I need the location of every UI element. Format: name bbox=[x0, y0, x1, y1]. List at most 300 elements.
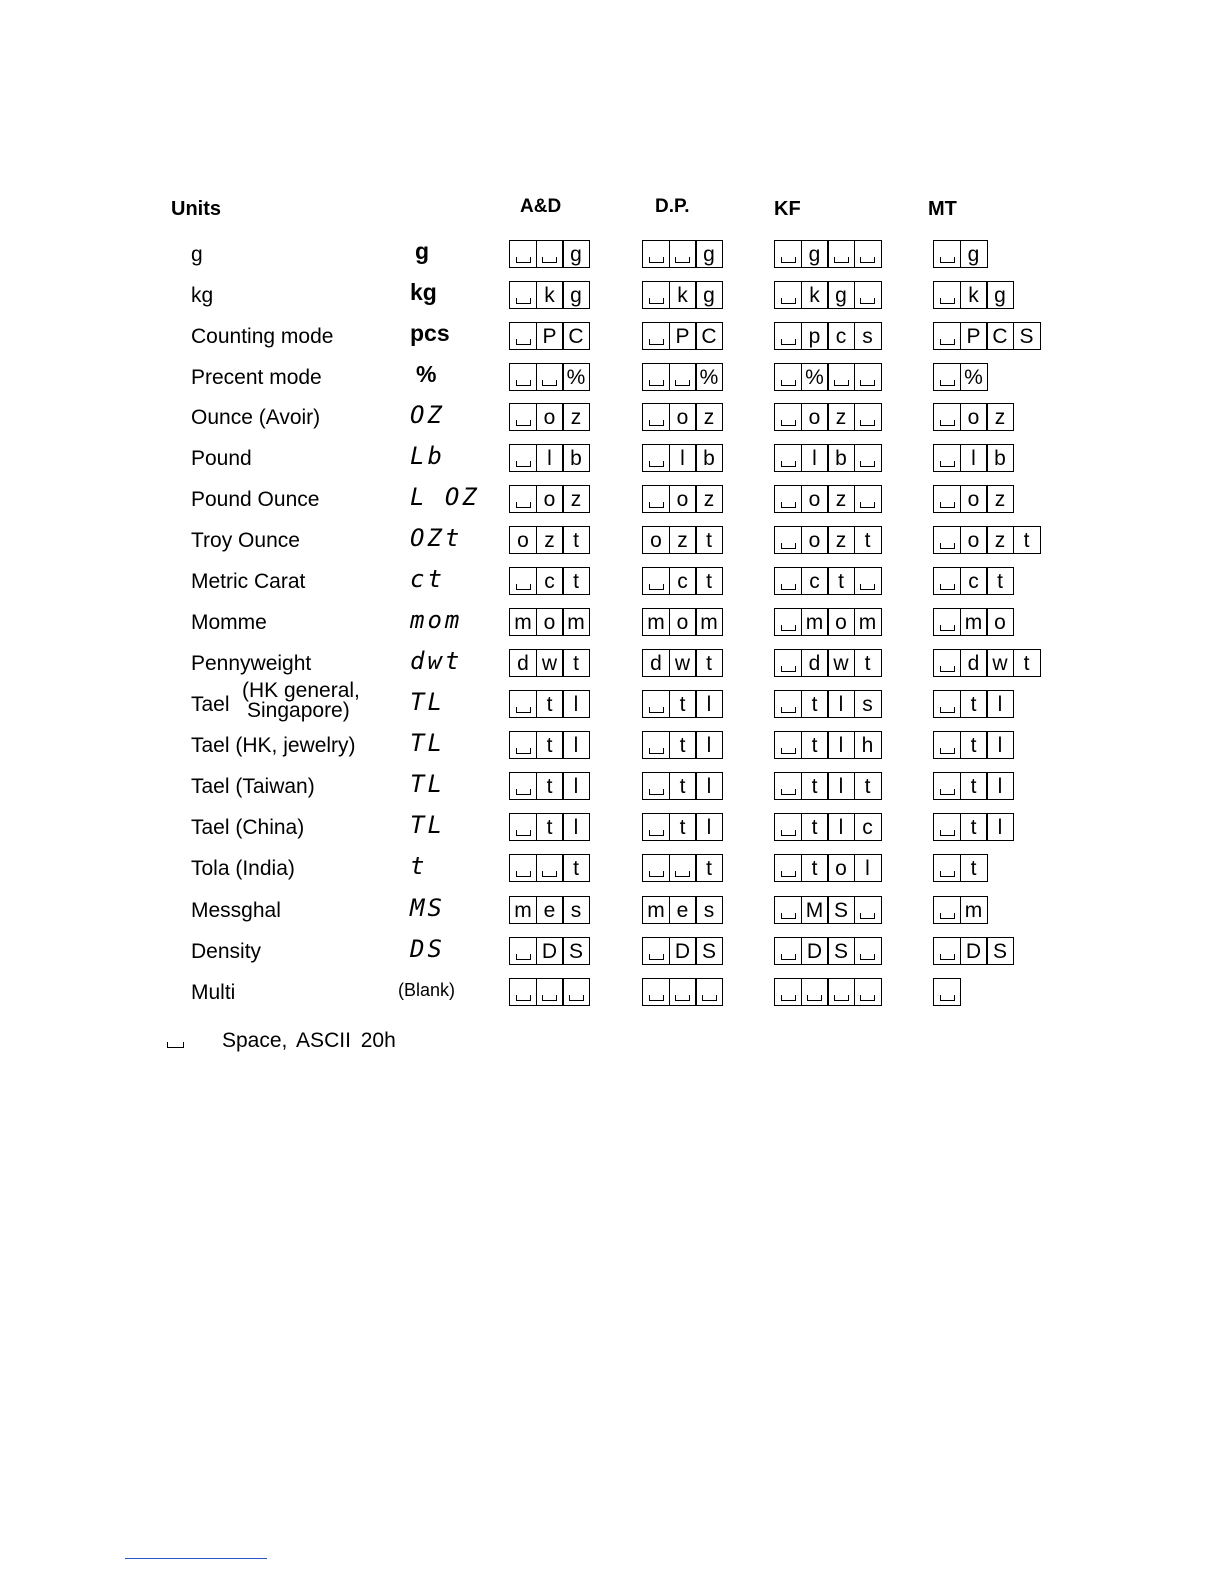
code-cell: b bbox=[695, 444, 723, 472]
code-cell: l bbox=[562, 731, 590, 759]
display-symbol: TL bbox=[410, 729, 445, 757]
display-symbol: dwt bbox=[410, 647, 463, 675]
code-group bbox=[933, 403, 1014, 431]
code-cell: s bbox=[695, 896, 723, 924]
space-cell bbox=[774, 772, 802, 800]
space-cell bbox=[854, 896, 882, 924]
space-cell bbox=[642, 854, 670, 882]
space-symbol-icon bbox=[860, 584, 875, 590]
code-cell: t bbox=[854, 649, 882, 677]
code-cell: D bbox=[669, 937, 697, 965]
space-symbol-icon bbox=[516, 461, 531, 467]
space-cell bbox=[509, 690, 537, 718]
space-cell bbox=[933, 813, 961, 841]
unit-label: Multi bbox=[191, 981, 236, 1004]
code-cell: s bbox=[854, 690, 882, 718]
space-symbol-icon bbox=[516, 707, 531, 713]
space-cell bbox=[642, 731, 670, 759]
code-group bbox=[642, 363, 723, 391]
code-cell: g bbox=[562, 281, 590, 309]
space-symbol-icon bbox=[940, 380, 955, 386]
code-cell: P bbox=[960, 322, 988, 350]
space-symbol-icon bbox=[860, 502, 875, 508]
space-symbol-icon bbox=[940, 339, 955, 345]
code-group bbox=[509, 485, 590, 513]
code-group bbox=[642, 813, 723, 841]
code-group bbox=[933, 731, 1014, 759]
space-cell bbox=[933, 281, 961, 309]
space-symbol-icon bbox=[516, 380, 531, 386]
code-group bbox=[509, 363, 590, 391]
space-symbol-icon bbox=[940, 954, 955, 960]
space-symbol-icon bbox=[940, 625, 955, 631]
code-cell: d bbox=[642, 649, 670, 677]
code-cell: % bbox=[695, 363, 723, 391]
space-cell bbox=[774, 731, 802, 759]
code-group bbox=[933, 363, 988, 391]
space-cell bbox=[774, 690, 802, 718]
code-cell: o bbox=[536, 403, 564, 431]
code-cell: % bbox=[960, 363, 988, 391]
col-header-dp: D.P. bbox=[655, 196, 690, 217]
code-cell: o bbox=[669, 403, 697, 431]
code-cell: m bbox=[642, 896, 670, 924]
space-cell bbox=[827, 978, 855, 1006]
code-group bbox=[933, 937, 1014, 965]
space-cell bbox=[933, 322, 961, 350]
space-cell bbox=[536, 854, 564, 882]
space-cell bbox=[642, 813, 670, 841]
space-cell bbox=[933, 567, 961, 595]
unit-label: kg bbox=[191, 284, 214, 307]
space-symbol-icon bbox=[781, 339, 796, 345]
space-cell bbox=[854, 978, 882, 1006]
space-symbol-icon bbox=[781, 830, 796, 836]
unit-label: Ounce (Avoir) bbox=[191, 406, 321, 429]
code-group bbox=[642, 240, 723, 268]
space-cell bbox=[509, 813, 537, 841]
code-cell: o bbox=[827, 854, 855, 882]
space-symbol-icon bbox=[516, 830, 531, 836]
display-symbol: mom bbox=[410, 606, 463, 634]
code-group bbox=[509, 403, 590, 431]
code-group bbox=[933, 772, 1014, 800]
space-symbol-icon bbox=[781, 748, 796, 754]
code-cell: t bbox=[669, 690, 697, 718]
code-cell: t bbox=[562, 526, 590, 554]
code-cell: D bbox=[536, 937, 564, 965]
code-cell: t bbox=[801, 690, 829, 718]
code-group bbox=[774, 813, 882, 841]
space-symbol-icon bbox=[569, 995, 584, 1001]
display-symbol: kg bbox=[410, 279, 437, 305]
display-symbol: MS bbox=[410, 894, 445, 922]
space-symbol-icon bbox=[781, 584, 796, 590]
space-cell bbox=[642, 772, 670, 800]
code-group bbox=[642, 608, 723, 636]
space-cell bbox=[642, 690, 670, 718]
code-group bbox=[642, 690, 723, 718]
code-cell: t bbox=[960, 854, 988, 882]
space-cell bbox=[509, 322, 537, 350]
code-cell: g bbox=[827, 281, 855, 309]
space-symbol-icon bbox=[781, 298, 796, 304]
code-cell: o bbox=[827, 608, 855, 636]
space-symbol-icon bbox=[940, 748, 955, 754]
space-cell bbox=[774, 937, 802, 965]
space-cell bbox=[933, 363, 961, 391]
code-group bbox=[933, 240, 988, 268]
code-group bbox=[642, 526, 723, 554]
code-group bbox=[509, 444, 590, 472]
code-cell: m bbox=[854, 608, 882, 636]
space-symbol-icon bbox=[940, 830, 955, 836]
code-cell: S bbox=[1013, 322, 1041, 350]
code-cell: m bbox=[562, 608, 590, 636]
code-cell: o bbox=[536, 485, 564, 513]
unit-label: Tael (China) bbox=[191, 816, 305, 839]
unit-label: Tola (India) bbox=[191, 857, 295, 880]
space-cell bbox=[509, 978, 537, 1006]
space-cell bbox=[933, 649, 961, 677]
space-cell bbox=[509, 937, 537, 965]
code-cell: z bbox=[986, 403, 1014, 431]
space-cell bbox=[774, 526, 802, 554]
space-cell bbox=[774, 485, 802, 513]
code-cell: l bbox=[960, 444, 988, 472]
code-cell: t bbox=[1013, 526, 1041, 554]
code-cell: e bbox=[536, 896, 564, 924]
space-symbol-icon bbox=[940, 298, 955, 304]
space-symbol-icon bbox=[649, 380, 664, 386]
space-cell bbox=[933, 937, 961, 965]
space-symbol-icon bbox=[542, 995, 557, 1001]
space-symbol-icon bbox=[649, 748, 664, 754]
code-group bbox=[774, 281, 882, 309]
code-group bbox=[933, 322, 1041, 350]
space-cell bbox=[642, 978, 670, 1006]
code-cell: o bbox=[801, 526, 829, 554]
code-cell: t bbox=[854, 526, 882, 554]
space-symbol-icon bbox=[649, 461, 664, 467]
space-symbol-icon bbox=[860, 461, 875, 467]
code-cell: S bbox=[827, 896, 855, 924]
space-symbol-icon bbox=[781, 257, 796, 263]
code-cell: t bbox=[960, 813, 988, 841]
space-symbol-icon bbox=[940, 707, 955, 713]
display-symbol: DS bbox=[410, 935, 445, 963]
space-symbol-icon bbox=[781, 625, 796, 631]
space-symbol-icon bbox=[860, 420, 875, 426]
display-symbol: OZ bbox=[410, 401, 445, 429]
space-cell bbox=[933, 896, 961, 924]
code-group bbox=[642, 567, 723, 595]
code-group bbox=[509, 240, 590, 268]
code-group bbox=[774, 608, 882, 636]
space-symbol-icon bbox=[516, 995, 531, 1001]
space-cell bbox=[774, 281, 802, 309]
space-symbol-icon bbox=[781, 871, 796, 877]
code-group bbox=[509, 690, 590, 718]
code-cell: t bbox=[695, 854, 723, 882]
code-cell: o bbox=[960, 526, 988, 554]
code-cell: l bbox=[695, 690, 723, 718]
space-symbol-icon bbox=[649, 830, 664, 836]
unit-label: Tael bbox=[191, 693, 230, 716]
space-cell bbox=[536, 978, 564, 1006]
space-cell bbox=[933, 444, 961, 472]
space-cell bbox=[774, 854, 802, 882]
code-cell: t bbox=[986, 567, 1014, 595]
space-symbol-icon bbox=[649, 584, 664, 590]
code-group bbox=[509, 813, 590, 841]
code-cell: D bbox=[801, 937, 829, 965]
space-cell bbox=[642, 281, 670, 309]
code-cell: t bbox=[960, 690, 988, 718]
display-symbol: TL bbox=[410, 770, 445, 798]
space-symbol-icon bbox=[940, 666, 955, 672]
space-cell bbox=[774, 896, 802, 924]
space-cell bbox=[509, 731, 537, 759]
space-symbol-icon bbox=[675, 380, 690, 386]
code-group bbox=[774, 485, 882, 513]
space-cell bbox=[774, 322, 802, 350]
space-cell bbox=[774, 649, 802, 677]
display-symbol: ct bbox=[410, 565, 445, 593]
code-cell: P bbox=[536, 322, 564, 350]
code-cell: c bbox=[669, 567, 697, 595]
unit-label: Pound bbox=[191, 447, 252, 470]
space-symbol-icon bbox=[516, 871, 531, 877]
code-cell: M bbox=[801, 896, 829, 924]
code-cell: g bbox=[695, 281, 723, 309]
unit-label: Pennyweight bbox=[191, 652, 312, 675]
code-cell: s bbox=[562, 896, 590, 924]
space-cell bbox=[774, 363, 802, 391]
space-cell bbox=[827, 363, 855, 391]
code-cell: t bbox=[536, 690, 564, 718]
code-cell: l bbox=[827, 731, 855, 759]
space-symbol-icon bbox=[781, 543, 796, 549]
space-symbol-icon bbox=[649, 339, 664, 345]
space-symbol-icon bbox=[702, 995, 717, 1001]
space-symbol-icon bbox=[940, 257, 955, 263]
code-group bbox=[509, 322, 590, 350]
space-symbol-icon bbox=[675, 871, 690, 877]
space-symbol-icon bbox=[860, 954, 875, 960]
space-symbol-icon bbox=[675, 257, 690, 263]
space-cell bbox=[774, 608, 802, 636]
code-cell: m bbox=[960, 896, 988, 924]
legend-text: Space, ASCII 20h bbox=[222, 1029, 396, 1052]
code-group bbox=[642, 322, 723, 350]
code-cell: w bbox=[669, 649, 697, 677]
code-cell: % bbox=[801, 363, 829, 391]
code-cell: z bbox=[669, 526, 697, 554]
space-symbol-icon bbox=[649, 995, 664, 1001]
space-symbol-icon bbox=[940, 871, 955, 877]
space-symbol-icon bbox=[807, 995, 822, 1001]
col-header-mt: MT bbox=[928, 198, 957, 220]
code-cell: o bbox=[669, 608, 697, 636]
code-cell: h bbox=[854, 731, 882, 759]
space-symbol-icon bbox=[834, 380, 849, 386]
space-cell bbox=[536, 363, 564, 391]
space-cell bbox=[933, 403, 961, 431]
unit-label: Metric Carat bbox=[191, 570, 306, 593]
code-cell: m bbox=[509, 608, 537, 636]
code-group bbox=[642, 896, 723, 924]
space-cell bbox=[509, 485, 537, 513]
space-symbol-icon bbox=[940, 789, 955, 795]
code-cell: l bbox=[695, 731, 723, 759]
code-cell: o bbox=[801, 403, 829, 431]
space-cell bbox=[669, 854, 697, 882]
code-group bbox=[642, 403, 723, 431]
code-cell: z bbox=[695, 485, 723, 513]
space-symbol-icon bbox=[834, 257, 849, 263]
code-group bbox=[933, 485, 1014, 513]
space-cell bbox=[933, 526, 961, 554]
space-cell bbox=[642, 567, 670, 595]
code-cell: o bbox=[536, 608, 564, 636]
code-cell: l bbox=[827, 772, 855, 800]
space-cell bbox=[669, 363, 697, 391]
code-group bbox=[933, 608, 1014, 636]
unit-label: g bbox=[191, 243, 203, 266]
code-cell: l bbox=[562, 690, 590, 718]
unit-label: Tael (HK, jewelry) bbox=[191, 734, 356, 757]
code-group bbox=[642, 281, 723, 309]
space-cell bbox=[854, 240, 882, 268]
space-cell bbox=[642, 485, 670, 513]
code-cell: m bbox=[509, 896, 537, 924]
code-cell: p bbox=[801, 322, 829, 350]
code-cell: t bbox=[562, 567, 590, 595]
code-cell: t bbox=[669, 731, 697, 759]
unit-label: Pound Ounce bbox=[191, 488, 320, 511]
display-symbol: (Blank) bbox=[398, 980, 456, 1000]
space-symbol-icon bbox=[542, 380, 557, 386]
space-cell bbox=[642, 937, 670, 965]
space-symbol-icon bbox=[940, 543, 955, 549]
code-group bbox=[774, 649, 882, 677]
space-symbol-icon bbox=[781, 707, 796, 713]
unit-label: Counting mode bbox=[191, 325, 334, 348]
code-cell: l bbox=[536, 444, 564, 472]
code-cell: t bbox=[562, 649, 590, 677]
code-group bbox=[774, 772, 882, 800]
space-symbol-icon bbox=[781, 380, 796, 386]
code-cell: m bbox=[695, 608, 723, 636]
code-cell: o bbox=[669, 485, 697, 513]
code-cell: l bbox=[562, 813, 590, 841]
space-symbol-icon bbox=[940, 420, 955, 426]
space-symbol-icon bbox=[781, 502, 796, 508]
display-symbol: g bbox=[415, 238, 430, 264]
code-group bbox=[774, 363, 882, 391]
code-cell: t bbox=[669, 813, 697, 841]
code-cell: t bbox=[827, 567, 855, 595]
code-group bbox=[642, 854, 723, 882]
code-group bbox=[642, 444, 723, 472]
code-group bbox=[509, 608, 590, 636]
space-cell bbox=[642, 363, 670, 391]
unit-label: Tael (Taiwan) bbox=[191, 775, 315, 798]
units-header: Units bbox=[171, 198, 221, 220]
code-cell: l bbox=[562, 772, 590, 800]
code-cell: C bbox=[986, 322, 1014, 350]
code-cell: t bbox=[695, 526, 723, 554]
space-symbol-icon bbox=[516, 298, 531, 304]
code-cell: D bbox=[960, 937, 988, 965]
code-group bbox=[509, 772, 590, 800]
space-symbol-icon bbox=[860, 380, 875, 386]
space-symbol-icon bbox=[649, 871, 664, 877]
space-cell bbox=[774, 240, 802, 268]
code-cell: c bbox=[827, 322, 855, 350]
code-group bbox=[774, 854, 882, 882]
unit-sublabel: (HK general, Singapore) bbox=[242, 679, 360, 722]
code-cell: d bbox=[801, 649, 829, 677]
space-symbol-icon bbox=[649, 707, 664, 713]
code-group bbox=[642, 649, 723, 677]
footnote-rule bbox=[125, 1558, 267, 1559]
display-symbol: TL bbox=[410, 688, 445, 716]
code-group bbox=[933, 896, 988, 924]
code-group bbox=[509, 567, 590, 595]
space-symbol-icon bbox=[781, 789, 796, 795]
code-cell: o bbox=[986, 608, 1014, 636]
code-cell: m bbox=[960, 608, 988, 636]
code-cell: t bbox=[669, 772, 697, 800]
code-cell: C bbox=[562, 322, 590, 350]
unit-label: Messghal bbox=[191, 899, 281, 922]
space-symbol-icon bbox=[516, 954, 531, 960]
space-cell bbox=[509, 444, 537, 472]
code-cell: k bbox=[960, 281, 988, 309]
code-cell: S bbox=[695, 937, 723, 965]
code-group bbox=[933, 690, 1014, 718]
code-cell: b bbox=[562, 444, 590, 472]
space-cell bbox=[774, 813, 802, 841]
space-symbol-icon bbox=[860, 995, 875, 1001]
code-cell: t bbox=[854, 772, 882, 800]
code-group bbox=[774, 937, 882, 965]
space-symbol-icon bbox=[516, 502, 531, 508]
code-cell: c bbox=[801, 567, 829, 595]
code-group bbox=[933, 978, 961, 1006]
code-cell: S bbox=[827, 937, 855, 965]
code-group bbox=[509, 896, 590, 924]
code-cell: z bbox=[827, 485, 855, 513]
space-cell bbox=[642, 444, 670, 472]
space-symbol-icon bbox=[860, 257, 875, 263]
space-symbol-icon bbox=[781, 913, 796, 919]
space-symbol-icon bbox=[516, 748, 531, 754]
space-symbol-icon bbox=[167, 1042, 184, 1048]
display-symbol: TL bbox=[410, 811, 445, 839]
space-symbol-icon bbox=[675, 995, 690, 1001]
display-symbol: L OZ bbox=[410, 483, 480, 511]
space-cell bbox=[933, 978, 961, 1006]
display-symbol: pcs bbox=[410, 320, 450, 346]
code-group bbox=[933, 649, 1041, 677]
code-cell: t bbox=[960, 772, 988, 800]
space-symbol-icon bbox=[649, 502, 664, 508]
code-cell: C bbox=[695, 322, 723, 350]
space-symbol-icon bbox=[781, 461, 796, 467]
